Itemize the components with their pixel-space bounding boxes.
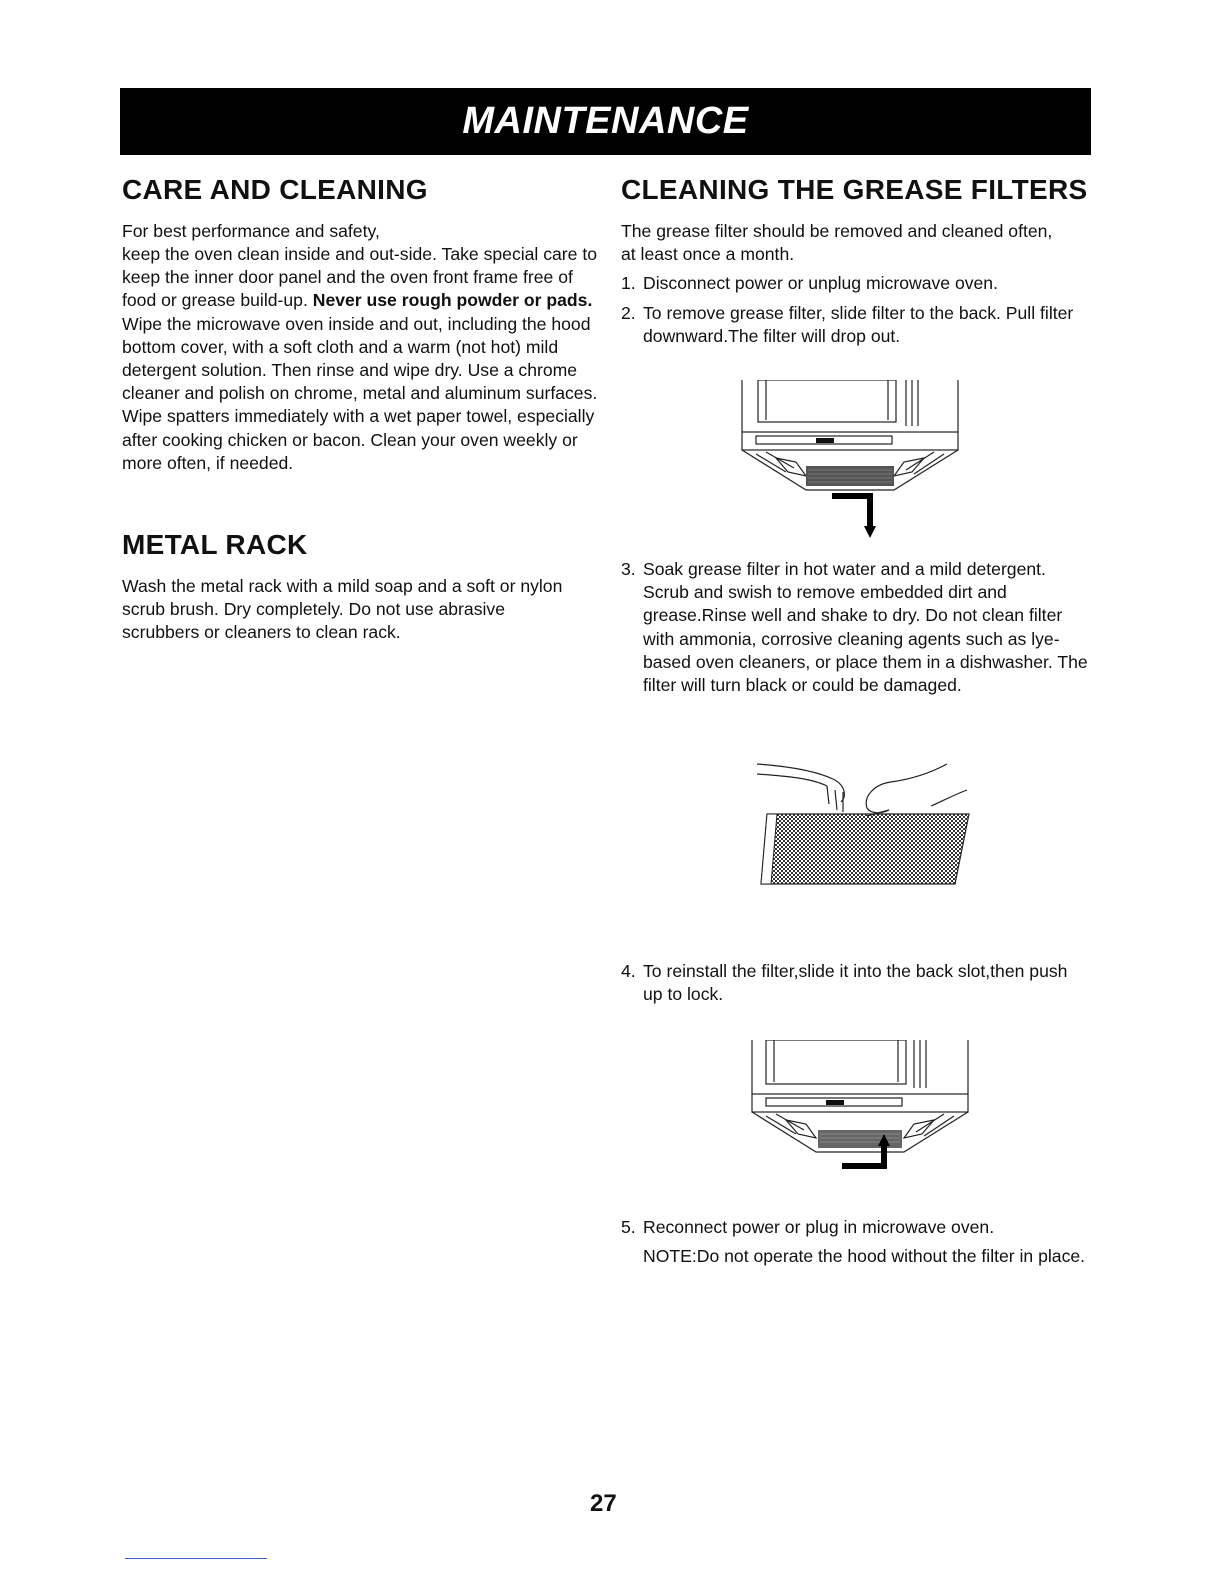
care-cleaning-heading: CARE AND CLEANING — [122, 174, 428, 205]
page-number: 27 — [590, 1490, 617, 1517]
grease-filters-intro: The grease filter should be removed and cleaned often, at least once a month. — [621, 221, 1053, 265]
metal-rack-heading: METAL RACK — [122, 529, 308, 560]
scrub-filter-illustration — [755, 756, 975, 888]
filter-note: NOTE:Do not operate the hood without the filter in place. — [643, 1246, 1086, 1266]
step-number: 4. — [621, 961, 636, 981]
step-text: Disconnect power or unplug microwave oven. — [643, 273, 998, 293]
step-text: Soak grease filter in hot water and a mild detergent. Scrub and swish to remove embedded dirt and grease.Rinse well and shake to dry. Do not clean filter with ammonia, corrosive cleaning agents such as lye-based oven cleaners, or place them in a dishwasher. The filter will turn black or could be damaged. — [643, 559, 1088, 696]
step-number: 1. — [621, 273, 636, 293]
step-5 — [621, 1216, 1091, 1239]
remove-filter-illustration — [736, 380, 964, 540]
step-text: To reinstall the filter,slide it into the back slot,then push up to lock. — [643, 961, 1068, 1005]
care-cleaning-intro: For best performance and safety, — [122, 221, 380, 241]
step-text: Reconnect power or plug in microwave oven. — [643, 1217, 995, 1237]
care-cleaning-text-b: Wipe the microwave oven inside and out, including the hood bottom cover, with a soft cloth and a warm (not hot) mild detergent solution. Then rinse and wipe dry. Use a chrome cleaner and polish on chrome, metal and aluminum surfaces. Wipe spatters immediately with a wet paper towel, especially after cooking chicken or bacon. Clean your oven weekly or more often, if needed. — [122, 313, 598, 473]
step-3 — [621, 558, 1091, 697]
page-banner — [120, 88, 1091, 155]
step-number: 3. — [621, 559, 636, 579]
page-title: MAINTENANCE — [462, 100, 749, 142]
footer-divider — [125, 1558, 267, 1559]
care-cleaning-warning: Never use rough powder or pads. — [312, 290, 593, 311]
step-number: 2. — [621, 303, 636, 323]
care-cleaning-body — [122, 243, 600, 475]
reinstall-filter-illustration — [746, 1040, 974, 1185]
metal-rack-body: Wash the metal rack with a mild soap and a soft or nylon scrub brush. Dry completely. Do not use abrasive scrubbers or cleaners to clean rack. — [122, 576, 563, 643]
step-4 — [621, 960, 1091, 1006]
step-number: 5. — [621, 1217, 636, 1237]
step-2 — [621, 302, 1091, 348]
step-text: To remove grease filter, slide filter to the back. Pull filter downward.The filter will drop out. — [643, 303, 1074, 347]
step-1 — [621, 272, 1091, 295]
grease-filters-heading: CLEANING THE GREASE FILTERS — [621, 174, 1088, 205]
care-cleaning-text-a: keep the oven clean inside and out-side. Take special care to keep the inner door panel and the oven front frame free of food or grease build-up. — [122, 244, 598, 311]
